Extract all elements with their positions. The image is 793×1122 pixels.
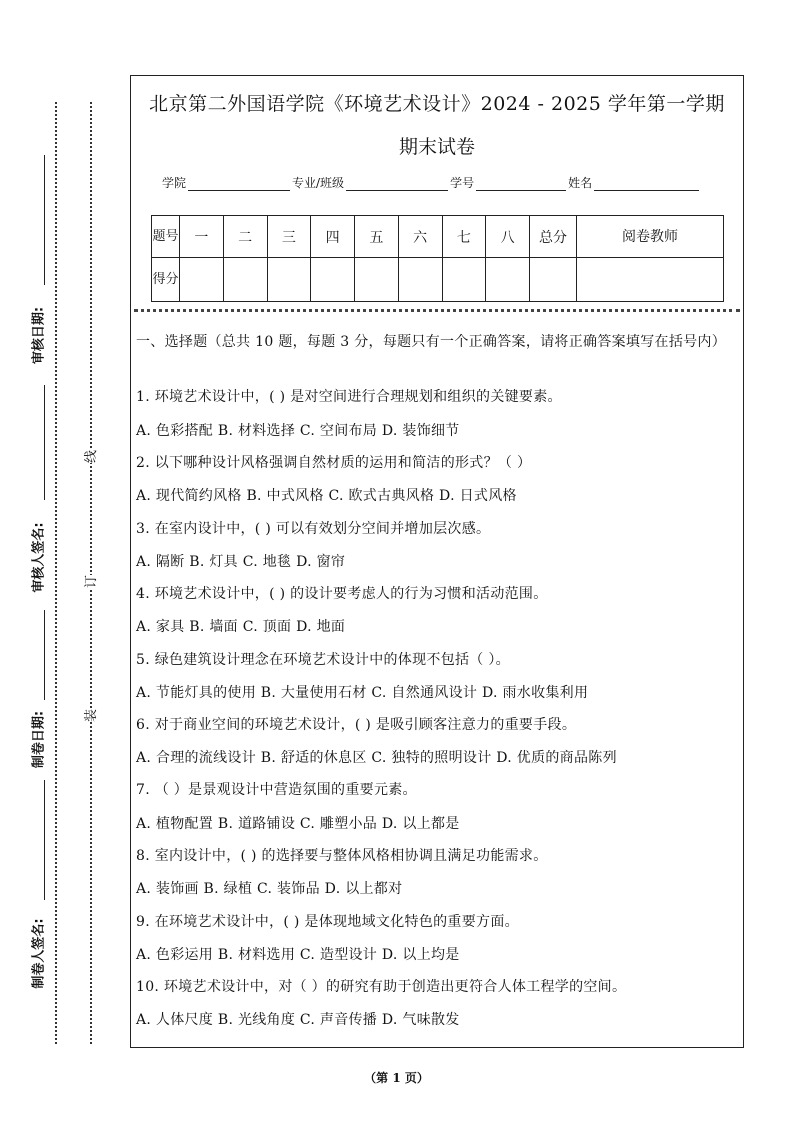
col-2: 二 [223, 216, 267, 258]
score-table [151, 215, 724, 302]
question-3-options: A. 隔断 B. 灯具 C. 地毯 D. 窗帘 [136, 554, 346, 570]
col-8: 八 [486, 216, 530, 258]
exam-subtitle: 期末试卷 [398, 136, 475, 158]
question-3: 3. 在室内设计中，( ) 可以有效划分空间并增加层次感。 [136, 521, 491, 537]
reviewer-sign-label: 审核人签名: [31, 522, 47, 593]
col-1: 一 [180, 216, 224, 258]
score-cell-7[interactable] [442, 258, 486, 302]
score-cell-5[interactable] [355, 258, 399, 302]
section-1-heading: 一、选择题（总共 10 题，每题 3 分，每题只有一个正确答案，请将正确答案填写在括号内） [136, 334, 727, 350]
col-grader: 阅卷教师 [577, 216, 724, 258]
binding-mark-zhuang: 装 [80, 709, 99, 722]
name-blank[interactable] [594, 177, 699, 191]
score-cell-3[interactable] [267, 258, 311, 302]
student-info-row [162, 174, 701, 191]
question-5-options: A. 节能灯具的使用 B. 大量使用石材 C. 自然通风设计 D. 雨水收集利用 [136, 685, 589, 701]
question-2-options: A. 现代简约风格 B. 中式风格 C. 欧式古典风格 D. 日式风格 [136, 488, 517, 504]
binding-mark-ding: 订 [80, 575, 99, 588]
question-10-options: A. 人体尺度 B. 光线角度 C. 声音传播 D. 气味散发 [136, 1012, 460, 1028]
col-4: 四 [311, 216, 355, 258]
question-7: 7. （ ）是景观设计中营造氛围的重要元素。 [136, 782, 417, 798]
reviewer-sign-blank[interactable] [44, 385, 45, 500]
question-4: 4. 环境艺术设计中，( ) 的设计要考虑人的行为习惯和活动范围。 [136, 586, 548, 602]
major-blank[interactable] [346, 177, 448, 191]
score-table-header-row [152, 216, 724, 258]
name-label: 姓名 [568, 176, 593, 190]
school-label: 学院 [162, 176, 187, 190]
binding-mark-line: 线 [80, 450, 99, 463]
col-7: 七 [442, 216, 486, 258]
score-cell-1[interactable] [180, 258, 224, 302]
score-cell-6[interactable] [398, 258, 442, 302]
maker-sign-blank[interactable] [44, 780, 45, 900]
score-table-score-row [152, 258, 724, 302]
binding-dotted-line-inner [90, 102, 92, 1044]
school-blank[interactable] [188, 177, 290, 191]
col-3: 三 [267, 216, 311, 258]
binding-dotted-line-outer [55, 102, 57, 1044]
maker-sign-label: 制卷人签名: [31, 918, 47, 989]
section-divider [134, 309, 740, 312]
score-cell-grader[interactable] [577, 258, 724, 302]
question-2: 2. 以下哪种设计风格强调自然材质的运用和简洁的形式？（ ） [136, 455, 532, 471]
reviewer-date-blank[interactable] [44, 155, 45, 285]
page-number: （第 1 页） [364, 1071, 429, 1085]
question-7-options: A. 植物配置 B. 道路铺设 C. 雕塑小品 D. 以上都是 [136, 816, 460, 832]
question-9: 9. 在环境艺术设计中，( ) 是体现地域文化特色的重要方面。 [136, 914, 519, 930]
col-6: 六 [398, 216, 442, 258]
question-4-options: A. 家具 B. 墙面 C. 顶面 D. 地面 [136, 619, 346, 635]
question-1-options: A. 色彩搭配 B. 材料选择 C. 空间布局 D. 装饰细节 [136, 423, 460, 439]
student-id-blank[interactable] [476, 177, 566, 191]
col-total: 总分 [530, 216, 577, 258]
header-label-cell: 题号 [152, 216, 180, 258]
exam-title: 北京第二外国语学院《环境艺术设计》2024 - 2025 学年第一学期 [149, 93, 725, 115]
question-10: 10. 环境艺术设计中，对（ ）的研究有助于创造出更符合人体工程学的空间。 [136, 979, 627, 995]
question-6: 6. 对于商业空间的环境艺术设计，( ) 是吸引顾客注意力的重要手段。 [136, 717, 577, 733]
col-5: 五 [355, 216, 399, 258]
score-cell-4[interactable] [311, 258, 355, 302]
score-cell-total[interactable] [530, 258, 577, 302]
question-1: 1. 环境艺术设计中，( ) 是对空间进行合理规划和组织的关键要素。 [136, 389, 562, 405]
question-6-options: A. 合理的流线设计 B. 舒适的休息区 C. 独特的照明设计 D. 优质的商品陈列 [136, 750, 617, 766]
question-9-options: A. 色彩运用 B. 材料选用 C. 造型设计 D. 以上均是 [136, 947, 460, 963]
question-8: 8. 室内设计中，( ) 的选择要与整体风格相协调且满足功能需求。 [136, 848, 548, 864]
score-cell-2[interactable] [223, 258, 267, 302]
maker-date-blank[interactable] [44, 610, 45, 700]
question-5: 5. 绿色建筑设计理念在环境艺术设计中的体现不包括（ ）。 [136, 652, 510, 668]
score-cell-8[interactable] [486, 258, 530, 302]
major-label: 专业/班级 [292, 176, 345, 190]
score-label-cell: 得分 [152, 258, 180, 302]
maker-date-label: 制卷日期: [31, 710, 47, 769]
student-id-label: 学号 [450, 176, 475, 190]
question-8-options: A. 装饰画 B. 绿植 C. 装饰品 D. 以上都对 [136, 881, 403, 897]
reviewer-date-label: 审核日期: [31, 306, 47, 365]
